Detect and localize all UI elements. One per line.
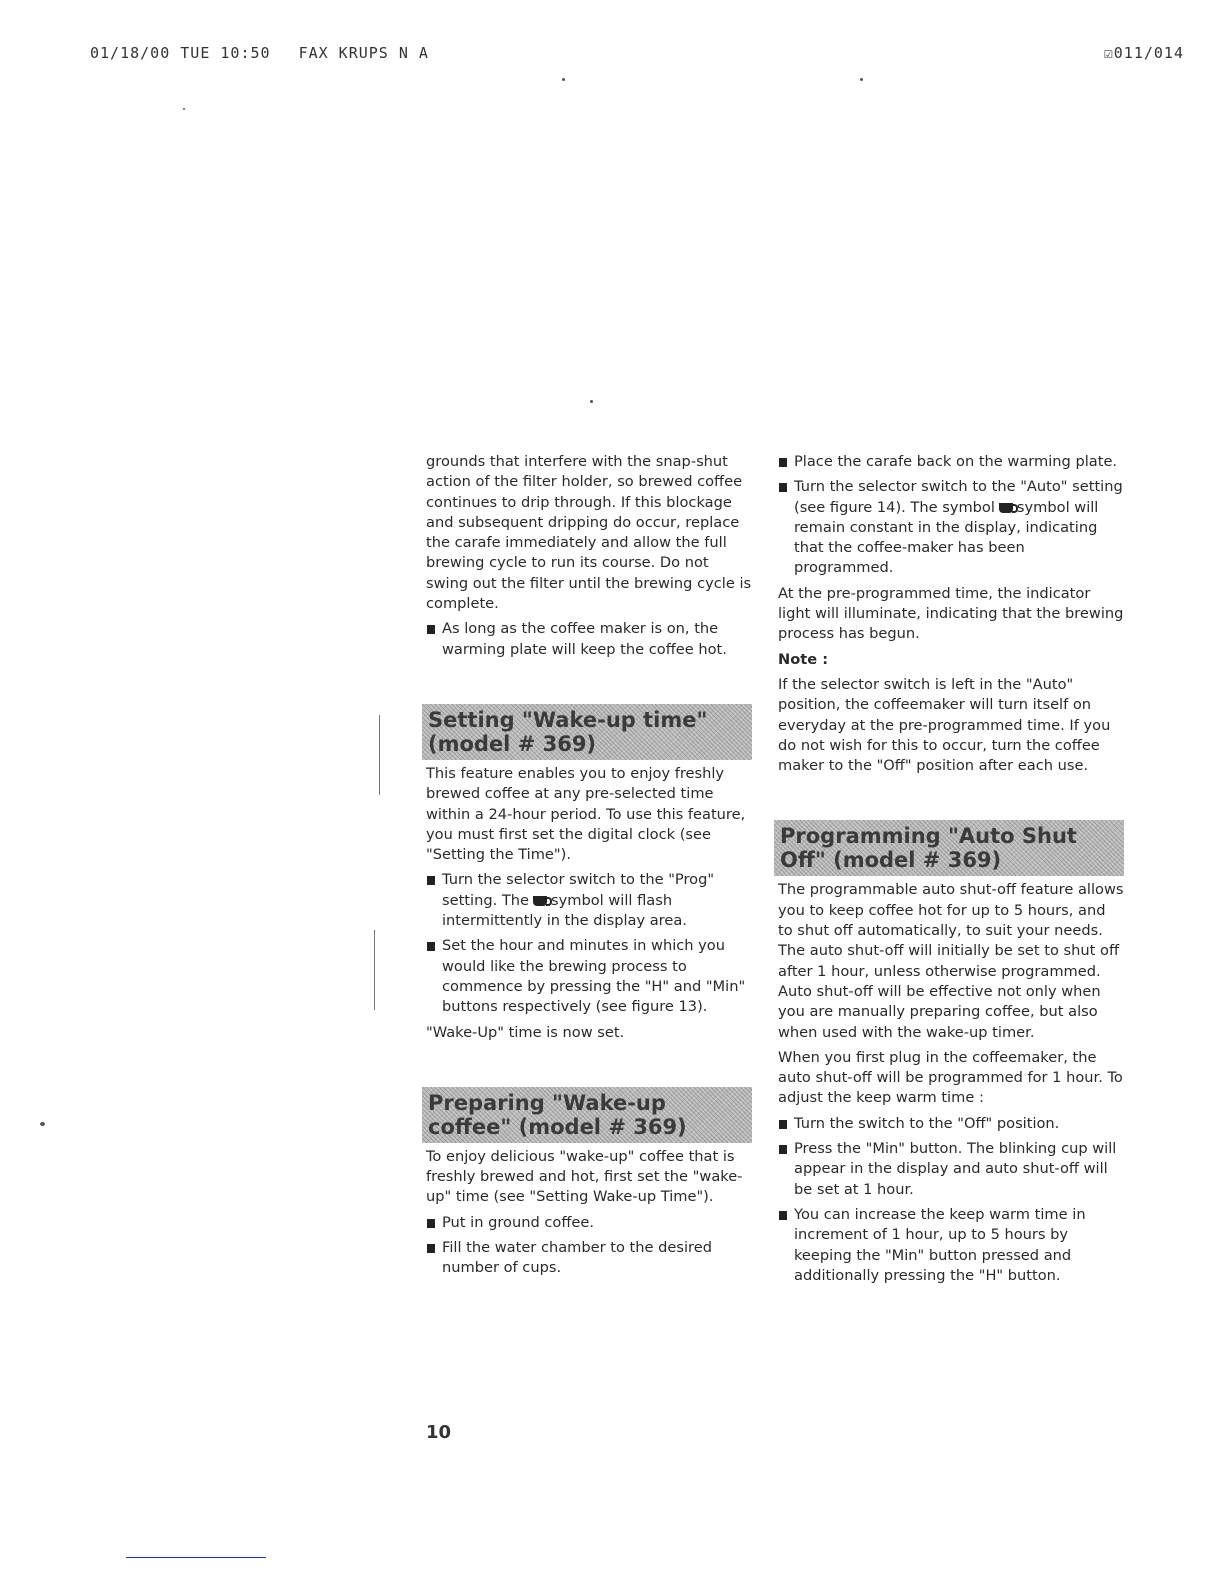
page-number: 10 [426, 1422, 452, 1443]
auto-shutoff-paragraph-2: When you first plug in the coffeemaker, the auto shut-off will be programmed for 1 hour. To adjust the keep warm time : [778, 1048, 1123, 1107]
heading-line: coffee" (model # 369) [428, 1114, 687, 1139]
preprogrammed-paragraph: At the pre-programmed time, the indicator light will illuminate, indicating that the brewing process has begun. [778, 584, 1124, 643]
square-bullet-icon [779, 1145, 787, 1154]
scan-speck [40, 1122, 45, 1126]
heading-preparing-wake-up-coffee [422, 1087, 752, 1143]
list-item [778, 1205, 1124, 1286]
wake-up-intro: This feature enables you to enjoy freshly brewed coffee at any pre-selected time within a 24-hour period. To use this feature, you must first set the digital clock (see "Setting the Time"). [426, 764, 746, 864]
bullet-text: Fill the water chamber to the desired number of cups. [442, 1239, 712, 1277]
list-item [426, 1238, 752, 1279]
scan-margin-mark [374, 930, 375, 1010]
heading-line: Preparing "Wake-up [428, 1090, 666, 1115]
list-item [778, 1114, 1124, 1134]
note-label: Note : [778, 650, 829, 668]
list-item [426, 1213, 752, 1233]
heading-line: (model # 369) [428, 731, 597, 756]
list-item [426, 936, 752, 1017]
scan-margin-mark [379, 715, 380, 795]
square-bullet-icon [427, 1219, 435, 1228]
preparing-intro: To enjoy delicious "wake-up" coffee that is freshly brewed and hot, first set the "wake-up" time (see "Setting Wake-up Time"). [426, 1147, 743, 1206]
square-bullet-icon [779, 483, 787, 492]
list-item [778, 452, 1124, 472]
left-column [426, 452, 752, 1284]
heading-line: Off" (model # 369) [780, 848, 1002, 873]
bullet-text: Press the "Min" button. The blinking cup will appear in the display and auto shut-off will be set at 1 hour. [794, 1140, 1117, 1198]
bullet-text: Put in ground coffee. [442, 1213, 594, 1231]
heading-setting-wake-up-time [422, 704, 752, 760]
list-item [426, 619, 752, 660]
bullet-warming-text: As long as the coffee maker is on, the warming plate will keep the coffee hot. [442, 620, 727, 658]
intro-paragraph: grounds that interfere with the snap-shut action of the filter holder, so brewed coffee continues to drip through. If this blockage and subsequent dripping do occur, replace the carafe immediately and allow the full brewing cycle to run its course. Do not swing out the filter until the brewing cycle is complete. [426, 453, 752, 613]
coffee-cup-icon [999, 503, 1013, 513]
square-bullet-icon [427, 1244, 435, 1253]
square-bullet-icon [427, 942, 435, 951]
bullet-text: symbol will flash intermittently in the display area. [442, 891, 687, 930]
fax-page-count: ☑011/014 [1103, 44, 1184, 62]
fax-date-time: 01/18/00 TUE 10:50 [90, 44, 271, 62]
fax-header-left [90, 44, 429, 62]
bullet-text: Turn the switch to the "Off" position. [794, 1114, 1060, 1132]
bullet-text: Turn the selector switch to the "Auto" setting (see figure 14). The symbol [794, 478, 1123, 516]
square-bullet-icon [779, 1211, 787, 1220]
wake-up-closing: "Wake-Up" time is now set. [426, 1023, 625, 1041]
square-bullet-icon [779, 458, 787, 467]
square-bullet-icon [427, 625, 435, 634]
bullet-text: You can increase the keep warm time in increment of 1 hour, up to 5 hours by keeping the "Min" button pressed and additionally pressing the "H" button. [794, 1205, 1086, 1284]
list-item [778, 477, 1124, 578]
scan-speck [183, 108, 185, 110]
heading-line: Setting "Wake-up time" [428, 707, 708, 732]
note-text: If the selector switch is left in the "Auto" position, the coffeemaker will turn itself on everyday at the pre-programmed time. If you do not wish for this to occur, turn the coffee maker to the "Off" position after each use. [778, 675, 1111, 775]
list-item [426, 870, 752, 931]
right-column [778, 452, 1124, 1291]
coffee-cup-icon [533, 896, 547, 906]
scan-bottom-rule [126, 1557, 266, 1558]
square-bullet-icon [427, 876, 435, 885]
heading-line: Programming "Auto Shut [780, 824, 1077, 849]
bullet-text: symbol will remain constant in the display, indicating that the coffee-maker has been programmed. [794, 498, 1099, 577]
heading-programming-auto-shut-off [774, 820, 1124, 876]
bullet-text: Set the hour and minutes in which you would like the brewing process to commence by pressing the "H" and "Min" buttons respectively (see figure 13). [442, 937, 746, 1016]
bullet-text: Turn the selector switch to the "Prog" setting. The [442, 871, 715, 909]
scan-speck [562, 78, 565, 81]
list-item [778, 1139, 1124, 1200]
scan-speck [860, 78, 863, 81]
scan-speck [590, 400, 593, 403]
square-bullet-icon [779, 1120, 787, 1129]
fax-sender: FAX KRUPS N A [298, 44, 429, 62]
bullet-text: Place the carafe back on the warming plate. [794, 453, 1118, 470]
auto-shutoff-paragraph-1: The programmable auto shut-off feature allows you to keep coffee hot for up to 5 hours, and to shut off automatically, to suit your needs. The auto shut-off will initially be set to shut off after 1 hour, unless otherwise programmed. Auto shut-off will be effective not only when you are manually preparing coffee, but also when used with the wake-up timer. [778, 881, 1124, 1041]
